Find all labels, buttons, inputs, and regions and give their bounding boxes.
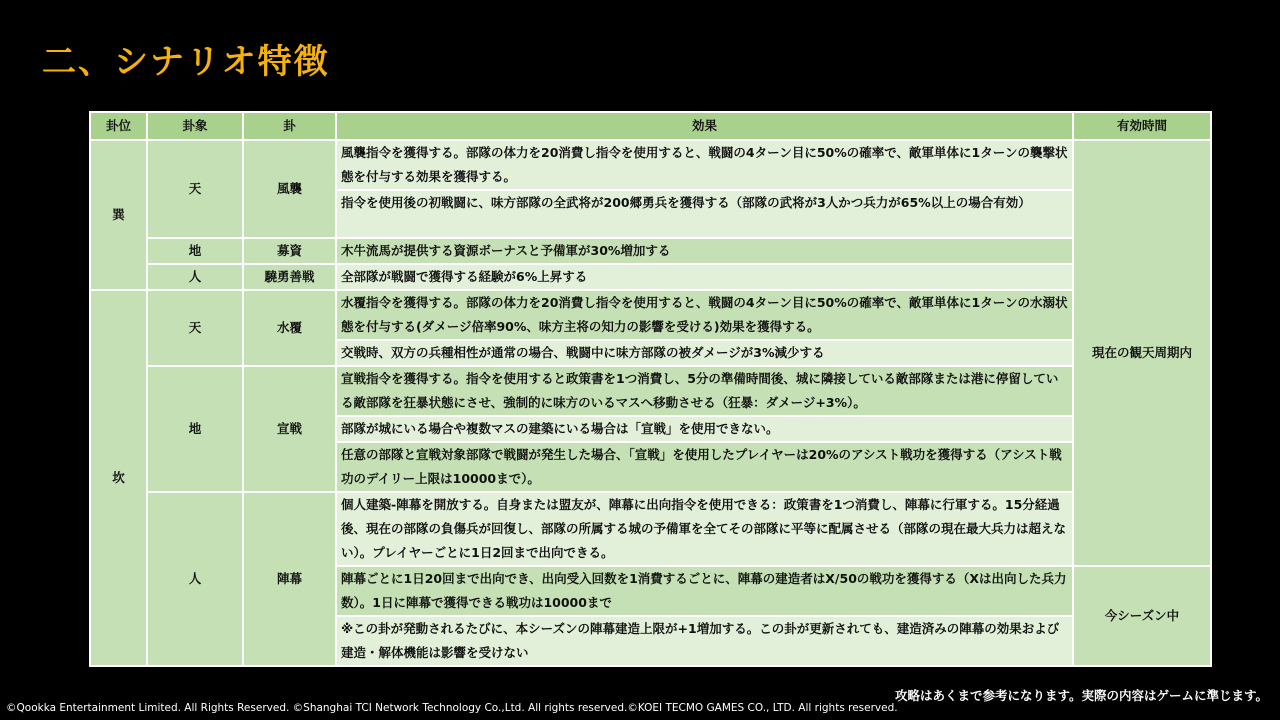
hexagram-cell: 風襲 bbox=[243, 140, 336, 238]
symbol-cell: 天 bbox=[147, 290, 243, 366]
table-row bbox=[90, 264, 1211, 290]
effect-cell: 指令を使用後の初戦闘に、味方部隊の全武将が200郷勇兵を獲得する（部隊の武将が3人かつ兵力が65%以上の場合有効） bbox=[336, 190, 1073, 238]
header-effect: 効果 bbox=[336, 112, 1073, 140]
duration-cell: 現在の観天周期内 bbox=[1073, 140, 1211, 566]
effect-cell: 部隊が城にいる場合や複数マスの建築にいる場合は「宣戦」を使用できない。 bbox=[336, 416, 1073, 442]
hexagram-cell: 募資 bbox=[243, 238, 336, 264]
symbol-cell: 人 bbox=[147, 492, 243, 666]
symbol-cell: 人 bbox=[147, 264, 243, 290]
scenario-table-container bbox=[89, 111, 1210, 667]
symbol-cell: 地 bbox=[147, 366, 243, 492]
symbol-cell: 地 bbox=[147, 238, 243, 264]
effect-cell: 交戦時、双方の兵種相性が通常の場合、戦闘中に味方部隊の被ダメージが3%減少する bbox=[336, 340, 1073, 366]
header-hexagram: 卦 bbox=[243, 112, 336, 140]
effect-cell: 風襲指令を獲得する。部隊の体力を20消費し指令を使用すると、戦闘の4ターン目に50%の確率で、敵軍単体に1ターンの襲撃状態を付与する効果を獲得する。 bbox=[336, 140, 1073, 190]
effect-cell: ※この卦が発動されるたびに、本シーズンの陣幕建造上限が+1増加する。この卦が更新されても、建造済みの陣幕の効果および建造・解体機能は影響を受けない bbox=[336, 616, 1073, 666]
position-cell: 巽 bbox=[90, 140, 147, 290]
effect-cell: 陣幕ごとに1日20回まで出向でき、出向受入回数を1消費するごとに、陣幕の建造者はX/50の戦功を獲得する（Xは出向した兵力数）。1日に陣幕で獲得できる戦功は10000まで bbox=[336, 566, 1073, 616]
table-row bbox=[90, 238, 1211, 264]
effect-cell: 個人建築-陣幕を開放する。自身または盟友が、陣幕に出向指令を使用できる：政策書を1つ消費し、陣幕に行軍する。15分経過後、現在の部隊の負傷兵が回復し、部隊の所属する城の予備軍を全てその部隊に平等に配属させる（部隊の現在最大兵力は超えない）。プレイヤーごとに1日2回まで出向できる。 bbox=[336, 492, 1073, 566]
table-row bbox=[90, 140, 1211, 190]
effect-cell: 木牛流馬が提供する資源ボーナスと予備軍が30%増加する bbox=[336, 238, 1073, 264]
hexagram-cell: 驍勇善戦 bbox=[243, 264, 336, 290]
effect-cell: 水覆指令を獲得する。部隊の体力を20消費し指令を使用すると、戦闘の4ターン目に50%の確率で、敵軍単体に1ターンの水溺状態を付与する(ダメージ倍率90%、味方主将の知力の影響を受ける)効果を獲得する。 bbox=[336, 290, 1073, 340]
disclaimer-note: 攻略はあくまで参考になります。実際の内容はゲームに準じます。 bbox=[894, 688, 1268, 703]
page-title: 二、シナリオ特徴 bbox=[42, 42, 330, 82]
hexagram-cell: 宣戦 bbox=[243, 366, 336, 492]
hexagram-cell: 水覆 bbox=[243, 290, 336, 366]
copyright-text: ©Qookka Entertainment Limited. All Rights Reserved. ©Shanghai TCI Network Technology Co.,Ltd. All rights reserved.©KOEI TECMO GAMES CO., LTD. All rights reserved. bbox=[6, 702, 898, 714]
hexagram-cell: 陣幕 bbox=[243, 492, 336, 666]
table-row bbox=[90, 290, 1211, 340]
header-position: 卦位 bbox=[90, 112, 147, 140]
scenario-table bbox=[89, 111, 1212, 667]
table-row bbox=[90, 492, 1211, 566]
duration-cell: 今シーズン中 bbox=[1073, 566, 1211, 666]
effect-cell: 任意の部隊と宣戦対象部隊で戦闘が発生した場合、「宣戦」を使用したプレイヤーは20%のアシスト戦功を獲得する（アシスト戦功のデイリー上限は10000まで）。 bbox=[336, 442, 1073, 492]
position-cell: 坎 bbox=[90, 290, 147, 666]
table-header-row bbox=[90, 112, 1211, 140]
header-symbol: 卦象 bbox=[147, 112, 243, 140]
header-duration: 有効時間 bbox=[1073, 112, 1211, 140]
effect-cell: 宣戦指令を獲得する。指令を使用すると政策書を1つ消費し、5分の準備時間後、城に隣接している敵部隊または港に停留している敵部隊を狂暴状態にさせ、強制的に味方のいるマスへ移動させる（狂暴：ダメージ+3%）。 bbox=[336, 366, 1073, 416]
effect-cell: 全部隊が戦闘で獲得する経験が6%上昇する bbox=[336, 264, 1073, 290]
table-row bbox=[90, 366, 1211, 416]
symbol-cell: 天 bbox=[147, 140, 243, 238]
